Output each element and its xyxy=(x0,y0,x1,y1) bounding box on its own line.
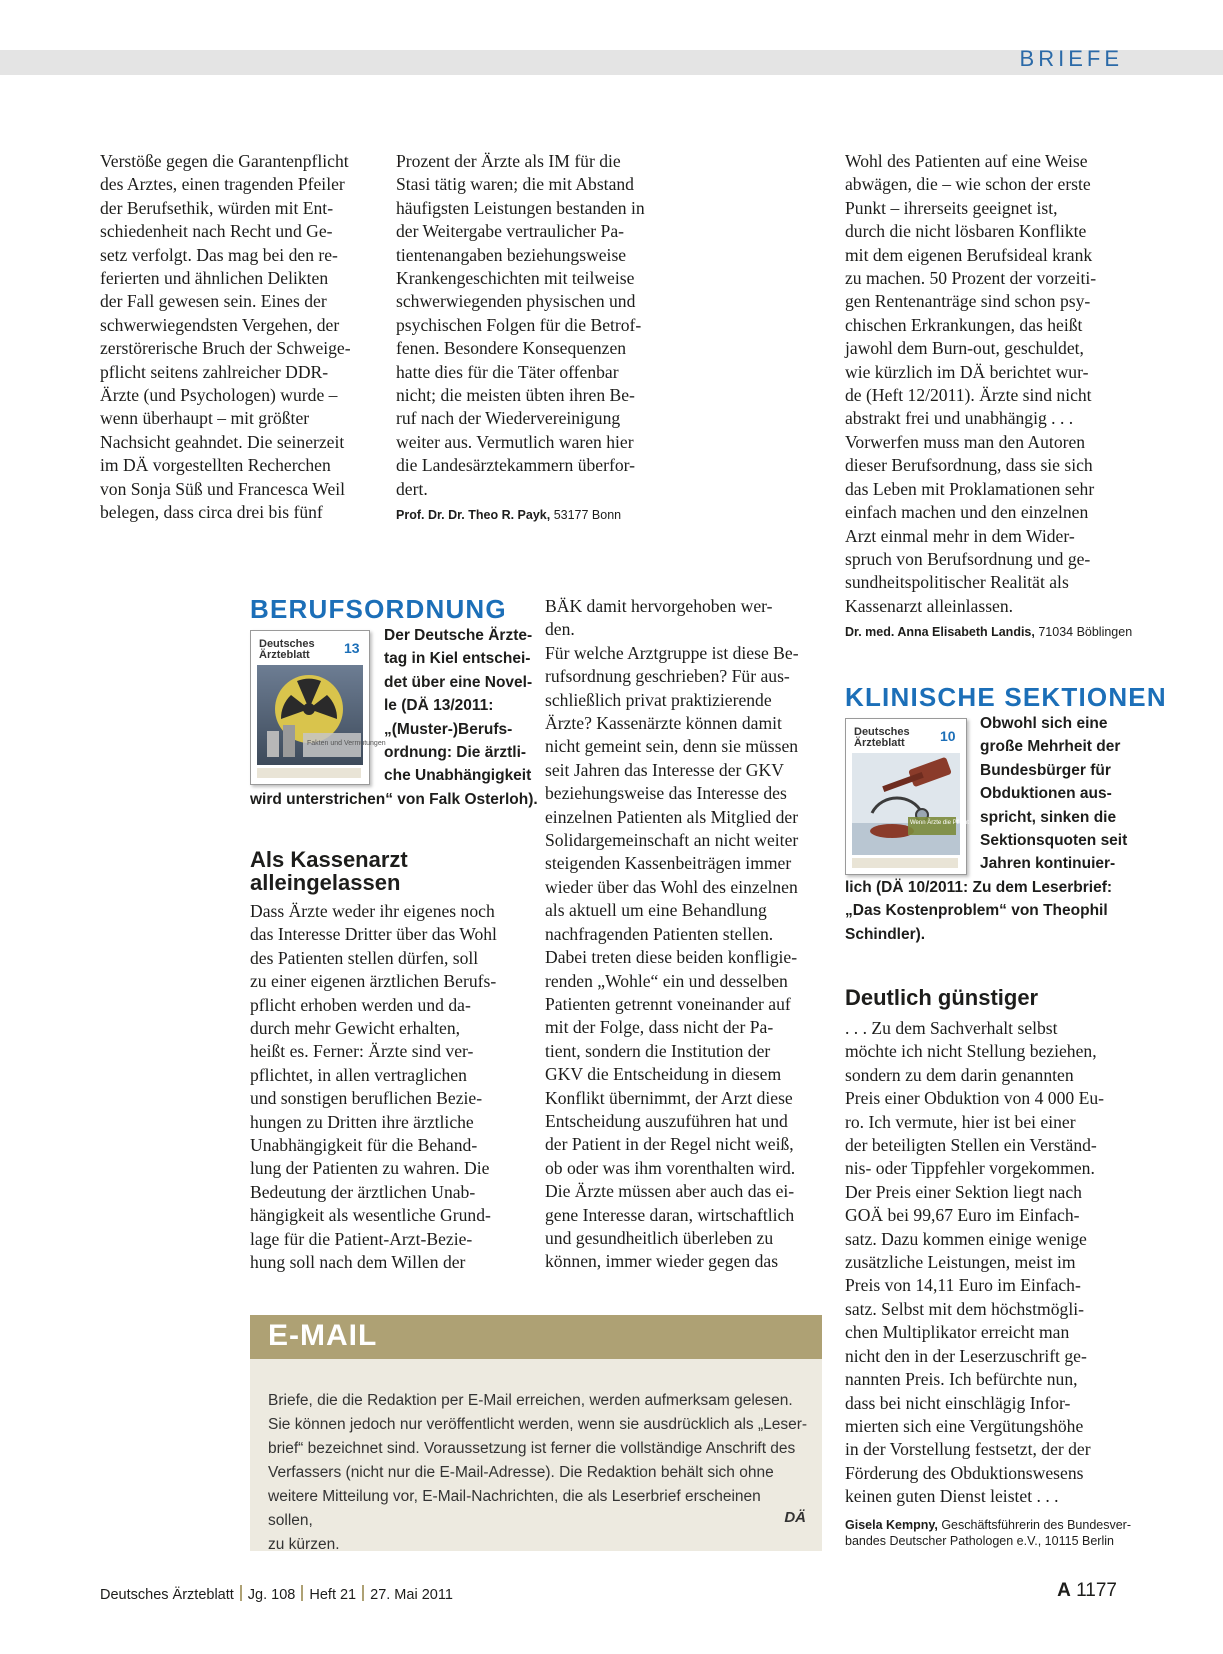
col2-top-text xyxy=(396,150,686,523)
text-line: ordnung: Die ärztli- xyxy=(384,744,527,762)
text-line: satz. Selbst mit dem höchstmögli- xyxy=(845,1298,1084,1319)
text-line: jawohl dem Burn-out, geschuldet, xyxy=(845,338,1084,359)
signature-org: bandes Deutscher Pathologen e.V., 10115 Berlin xyxy=(845,1533,1114,1548)
text-line: des Arztes, einen tragenden Pfeiler xyxy=(100,174,345,195)
text-line: Förderung des Obduktionswesens xyxy=(845,1462,1084,1483)
text-line: zusätzliche Leistungen, meist im xyxy=(845,1252,1076,1273)
text-line: Ärzte (und Psychologen) wurde – xyxy=(100,385,338,406)
klinische-body xyxy=(845,1017,1135,1549)
text-line: den. xyxy=(545,619,575,640)
text-line: fenen. Besondere Konsequenzen xyxy=(396,338,627,359)
section-label: BRIEFE xyxy=(1019,46,1123,71)
text-line: ferierten und ähnlichen Delikten xyxy=(100,268,329,289)
cover-image-gavel xyxy=(852,753,995,855)
text-line: Dabei treten diese beiden konfligie- xyxy=(545,947,798,968)
col1-top-text xyxy=(100,150,380,525)
text-lines xyxy=(980,712,1140,876)
text-line: ro. Ich vermute, hier ist bei einer xyxy=(845,1111,1076,1132)
footer-divider xyxy=(301,1585,303,1601)
article-title-line: Als Kassenarzt xyxy=(250,847,408,872)
text-line: Bedeutung der ärztlichen Unab- xyxy=(250,1181,476,1202)
text-line: in der Vorstellung festsetzt, der der xyxy=(845,1439,1091,1460)
text-line: zu einer eigenen ärztlichen Berufs- xyxy=(250,971,497,992)
text-line: zu kürzen. xyxy=(268,1536,340,1553)
text-line: chen Multiplikator erreicht man xyxy=(845,1322,1070,1343)
text-line: ruf nach der Wiedervereinigung xyxy=(396,408,621,429)
text-line: spricht, sinken die xyxy=(980,808,1117,826)
signature-name: Gisela Kempny, xyxy=(845,1517,938,1532)
text-lines xyxy=(845,876,1145,946)
signature xyxy=(396,507,686,523)
page-number xyxy=(1057,1580,1117,1602)
text-line: Prozent der Ärzte als IM für die xyxy=(396,151,621,171)
text-line: weiter aus. Vermutlich waren hier xyxy=(396,431,634,452)
text-line: Vorwerfen muss man den Autoren xyxy=(845,431,1086,452)
article-title-klinische: Deutlich günstiger xyxy=(845,985,1039,1010)
text-line: und gesundheitlich überleben zu xyxy=(545,1227,774,1248)
text-line: dert. xyxy=(396,478,428,499)
text-line: schiedenheit nach Recht und Ge- xyxy=(100,221,333,242)
text-line: „Das Kostenproblem“ von Theophil xyxy=(845,902,1108,920)
text-line: belegen, dass circa drei bis fünf xyxy=(100,502,323,523)
article-title-line: alleingelassen xyxy=(250,870,401,895)
text-line: der beteiligten Stellen ein Verständ- xyxy=(845,1135,1097,1156)
text-line: brief“ bezeichnet sind. Voraussetzung ist ferner die vollständige Anschrift des xyxy=(268,1440,796,1457)
text-line: schwerwiegendsten Vergehen, der xyxy=(100,314,340,335)
text-line: tient, sondern die Institution der xyxy=(545,1040,771,1061)
text-lines xyxy=(545,595,835,1274)
signature-place: 71034 Böblingen xyxy=(1034,625,1133,640)
text-line: GOÄ bei 99,67 Euro im Einfach- xyxy=(845,1205,1080,1226)
text-line: lage für die Patient-Arzt-Bezie- xyxy=(250,1228,473,1249)
text-line: nannten Preis. Ich befürchte nun, xyxy=(845,1369,1078,1390)
text-line: Nachsicht geahndet. Die seinerzeit xyxy=(100,431,345,452)
text-line: nis- oder Tippfehler vorgekommen. xyxy=(845,1158,1095,1179)
cover-title-line: Ärzteblatt xyxy=(259,649,310,661)
article-title xyxy=(250,848,530,894)
text-line: Entscheidung auszuführen hat und xyxy=(545,1110,788,1131)
text-line: mierten sich eine Vergütungshöhe xyxy=(845,1415,1084,1436)
footer-date: 27. Mai 2011 xyxy=(370,1587,453,1603)
text-line: der Weitergabe vertraulicher Pa- xyxy=(396,221,625,242)
text-line: wieder über das Wohl des einzelnen xyxy=(545,876,798,897)
footer-journal: Deutsches Ärzteblatt xyxy=(100,1587,234,1603)
text-line: Für welche Arztgruppe ist diese Be- xyxy=(545,642,799,663)
email-box-title: E-MAIL xyxy=(268,1319,378,1352)
text-line: nicht den in der Leserzuschrift ge- xyxy=(845,1345,1087,1366)
text-line: seit Jahren das Interesse der GKV xyxy=(545,759,784,780)
text-line: hängigkeit als wesentliche Grund- xyxy=(250,1205,491,1226)
berufsordnung-body-left xyxy=(250,900,530,1275)
text-line: ob oder was ihm vorenthalten wird. xyxy=(545,1157,796,1178)
text-line: Der Preis einer Sektion liegt nach xyxy=(845,1181,1082,1202)
text-line: nachfragenden Patienten stellen. xyxy=(545,923,774,944)
text-lines xyxy=(268,1389,808,1557)
berufsordnung-heading: BERUFSORDNUNG xyxy=(250,594,507,624)
cover-issue-number: 13 xyxy=(344,640,360,656)
text-line: Patienten getrennt voneinander auf xyxy=(545,993,791,1014)
text-line: große Mehrheit der xyxy=(980,738,1121,756)
text-lines xyxy=(100,150,380,525)
signature-place: 53177 Bonn xyxy=(550,508,622,523)
text-line: Stasi tätig waren; die mit Abstand xyxy=(396,174,634,195)
text-line: lich (DÄ 10/2011: Zu dem Leserbrief: xyxy=(845,879,1113,896)
text-line: Verfassers (nicht nur die E-Mail-Adresse). Die Redaktion behält sich ohne xyxy=(268,1464,774,1481)
text-line: die Landesärztekammern überfor- xyxy=(396,455,635,476)
cover-title-line: Deutsches xyxy=(259,638,315,650)
text-line: hung soll nach dem Willen der xyxy=(250,1252,466,1273)
text-line: renden „Wohle“ ein und desselben xyxy=(545,970,788,991)
email-box xyxy=(250,1359,822,1551)
text-line: wie kürzlich im DÄ berichtet wur- xyxy=(845,361,1089,382)
text-line: heißt es. Ferner: Ärzte sind ver- xyxy=(250,1041,474,1062)
text-line: mit dem eigenen Berufsideal krank xyxy=(845,244,1093,265)
text-line: setz verfolgt. Das mag bei den re- xyxy=(100,244,338,265)
cover-caption: Fakten und Vermutungen xyxy=(307,740,386,747)
text-line: Bundesbürger für xyxy=(980,761,1111,779)
signature-name: Prof. Dr. Dr. Theo R. Payk, xyxy=(396,508,551,523)
cover-title-line: Ärzteblatt xyxy=(854,737,905,749)
klinische-lead-rest xyxy=(845,876,1145,946)
text-line: chischen Erkrankungen, das heißt xyxy=(845,314,1083,335)
text-line: sondern zu dem darin genannten xyxy=(845,1064,1074,1085)
berufsordnung-body-right xyxy=(545,595,835,1274)
text-line: Jahren kontinuier- xyxy=(980,855,1116,873)
email-box-text xyxy=(268,1389,808,1557)
text-line: können, immer wieder gegen das xyxy=(545,1251,779,1272)
text-line: beziehungsweise das Interesse des xyxy=(545,783,787,804)
page-prefix: A xyxy=(1057,1580,1071,1601)
text-line: BÄK damit hervorgehoben wer- xyxy=(545,596,773,616)
email-box-sign: DÄ xyxy=(784,1509,806,1526)
signature-name: Dr. med. Anna Elisabeth Landis, xyxy=(845,625,1035,640)
text-line: psychischen Folgen für die Betrof- xyxy=(396,314,642,335)
signature xyxy=(845,1517,1135,1549)
text-line: der Berufsethik, würden mit Ent- xyxy=(100,197,334,218)
text-line: le (DÄ 13/2011: xyxy=(384,697,494,715)
text-line: Punkt – ihrerseits geeignet ist, xyxy=(845,197,1058,218)
col3-top-text xyxy=(845,150,1135,640)
text-line: einzelnen Patienten als Mitglied der xyxy=(545,806,799,827)
email-box-header xyxy=(250,1315,822,1359)
text-line: sundheitspolitischer Realität als xyxy=(845,572,1069,593)
text-line: hatte dies für die Täter offenbar xyxy=(396,361,619,382)
text-line: das Leben mit Proklamationen sehr xyxy=(845,478,1095,499)
text-line: Preis von 14,11 Euro im Einfach- xyxy=(845,1275,1081,1296)
text-line: im DÄ vorgestellten Recherchen xyxy=(100,455,331,476)
footer-issue: Heft 21 xyxy=(309,1587,357,1603)
text-line: „(Muster-)Berufs- xyxy=(384,720,513,738)
text-line: Sie können jedoch nur veröffentlicht werden, wenn sie ausdrücklich als „Leser- xyxy=(268,1416,808,1433)
text-line: pflicht erhoben werden und da- xyxy=(250,994,471,1015)
cover-footer-strip xyxy=(852,858,958,868)
text-line: GKV die Entscheidung in diesem xyxy=(545,1064,782,1085)
footer-divider xyxy=(362,1585,364,1601)
text-lines xyxy=(250,900,530,1275)
text-line: Preis einer Obduktion von 4 000 Eu- xyxy=(845,1088,1104,1109)
text-line: Arzt einmal mehr in dem Wider- xyxy=(845,525,1075,546)
text-line: Krankengeschichten mit teilweise xyxy=(396,268,635,289)
text-line: der Fall gewesen sein. Eines der xyxy=(100,291,327,312)
text-line: tag in Kiel entschei- xyxy=(384,650,531,668)
text-line: Verstöße gegen die Garantenpflicht xyxy=(100,151,349,171)
cover-issue-number: 10 xyxy=(940,728,956,744)
text-line: pflicht seitens zahlreicher DDR- xyxy=(100,361,329,382)
text-line: möchte ich nicht Stellung beziehen, xyxy=(845,1041,1097,1062)
text-line: . . . Zu dem Sachverhalt selbst xyxy=(845,1018,1058,1038)
text-line: schließlich privat praktizierende xyxy=(545,689,772,710)
text-line: de (Heft 12/2011). Ärzte sind nicht xyxy=(845,385,1092,406)
text-line: durch mehr Gewicht erhalten, xyxy=(250,1018,461,1039)
text-line: Der Deutsche Ärzte- xyxy=(384,627,533,644)
text-line: von Sonja Süß und Francesca Weil xyxy=(100,478,346,499)
signature xyxy=(845,624,1135,640)
text-line: und sonstigen beruflichen Bezie- xyxy=(250,1088,483,1109)
text-line: Die Ärzte müssen aber auch das ei- xyxy=(545,1181,795,1202)
text-line: Unabhängigkeit für die Behand- xyxy=(250,1135,478,1156)
page-number-value: 1177 xyxy=(1076,1580,1117,1601)
text-line: abwägen, die – wie schon der erste xyxy=(845,174,1091,195)
text-lines xyxy=(396,150,686,501)
text-line: häufigsten Leistungen bestanden in xyxy=(396,197,645,218)
text-line: abstrakt frei und unabhängig . . . xyxy=(845,408,1074,429)
text-line: schwerwiegenden physischen und xyxy=(396,291,636,312)
text-line: pflichtet, in allen vertraglichen xyxy=(250,1064,467,1085)
text-line: Wohl des Patienten auf eine Weise xyxy=(845,151,1088,171)
text-line: satz. Dazu kommen einige wenige xyxy=(845,1228,1087,1249)
text-line: Kassenarzt alleinlassen. xyxy=(845,595,1014,616)
text-lines xyxy=(845,150,1135,618)
text-line: keinen guten Dienst leistet . . . xyxy=(845,1486,1059,1507)
text-line: zu machen. 50 Prozent der vorzeiti- xyxy=(845,268,1097,289)
text-line: Schindler). xyxy=(845,925,926,943)
text-line: nicht gemeint sein, denn sie müssen xyxy=(545,736,799,757)
text-line: mit der Folge, dass nicht der Pa- xyxy=(545,1017,774,1038)
text-line: einfach machen und den einzelnen xyxy=(845,502,1089,523)
text-line: hungen zu Dritten ihre ärztliche xyxy=(250,1111,474,1132)
text-line: Solidargemeinschaft an nicht weiter xyxy=(545,830,799,851)
text-lines xyxy=(384,624,534,788)
text-line: gene Interesse daran, wirtschaftlich xyxy=(545,1204,795,1225)
text-line: Briefe, die die Redaktion per E-Mail erreichen, werden aufmerksam gelesen. xyxy=(268,1392,793,1409)
footer-citation xyxy=(100,1585,453,1603)
cover-footer-strip xyxy=(257,768,361,778)
magazine-cover-13 xyxy=(250,630,386,785)
footer-divider xyxy=(240,1585,242,1601)
text-line: das Interesse Dritter über das Wohl xyxy=(250,924,497,945)
text-line: lung der Patienten zu wahren. Die xyxy=(250,1158,490,1179)
text-line: Obduktionen aus- xyxy=(980,785,1112,803)
text-line: der Patient in der Regel nicht weiß, xyxy=(545,1134,794,1155)
cover-title xyxy=(259,639,315,661)
text-line: Konflikt übernimmt, der Arzt diese xyxy=(545,1087,793,1108)
signature-role: Geschäftsführerin des Bundesver- xyxy=(937,1517,1132,1532)
text-line: wenn überhaupt – mit größter xyxy=(100,408,310,429)
text-line: rufsordnung geschrieben? Für aus- xyxy=(545,666,790,687)
magazine-cover-10 xyxy=(845,718,995,875)
text-line: che Unabhängigkeit xyxy=(384,767,532,785)
text-line: Sektionsquoten seit xyxy=(980,832,1128,850)
text-line: steigenden Kassenbeiträgen immer xyxy=(545,853,792,874)
text-line: Obwohl sich eine xyxy=(980,715,1108,732)
text-lines xyxy=(845,1017,1135,1509)
text-line: Ärzte? Kassenärzte können damit xyxy=(545,713,782,734)
text-line: gen Rentenanträge sind schon psy- xyxy=(845,291,1091,312)
text-line: dass bei nicht einschlägig Infor- xyxy=(845,1392,1071,1413)
berufsordnung-lead xyxy=(384,624,534,788)
text-line: nicht; die meisten übten ihren Be- xyxy=(396,385,635,406)
text-line: tientenangaben beziehungsweise xyxy=(396,244,627,265)
text-line: durch die nicht lösbaren Konflikte xyxy=(845,221,1087,242)
text-line: Dass Ärzte weder ihr eigenes noch xyxy=(250,901,495,921)
text-line: als aktuell um eine Behandlung xyxy=(545,900,767,921)
text-line: zerstörerische Bruch der Schweige- xyxy=(100,338,351,359)
text-line: des Patienten stellen dürfen, soll xyxy=(250,947,479,968)
text-line: dieser Berufsordnung, dass sie sich xyxy=(845,455,1093,476)
footer-volume: Jg. 108 xyxy=(247,1587,296,1603)
cover-image-radiation xyxy=(257,665,386,765)
klinische-heading: KLINISCHE SEKTIONEN xyxy=(845,682,1167,712)
berufsordnung-lead-last: wird unterstrichen“ von Falk Osterloh). xyxy=(250,791,538,808)
cover-caption: Wenn Ärzte die Pflicht verletzen xyxy=(910,820,995,826)
text-line: det über eine Novel- xyxy=(384,673,533,691)
cover-title xyxy=(854,727,910,749)
text-line: spruch von Berufsordnung und ge- xyxy=(845,548,1091,569)
klinische-lead xyxy=(980,712,1140,876)
text-line: weitere Mitteilung vor, E-Mail-Nachrichten, die als Leserbrief erscheinen sollen, xyxy=(268,1488,761,1529)
cover-title-line: Deutsches xyxy=(854,726,910,738)
